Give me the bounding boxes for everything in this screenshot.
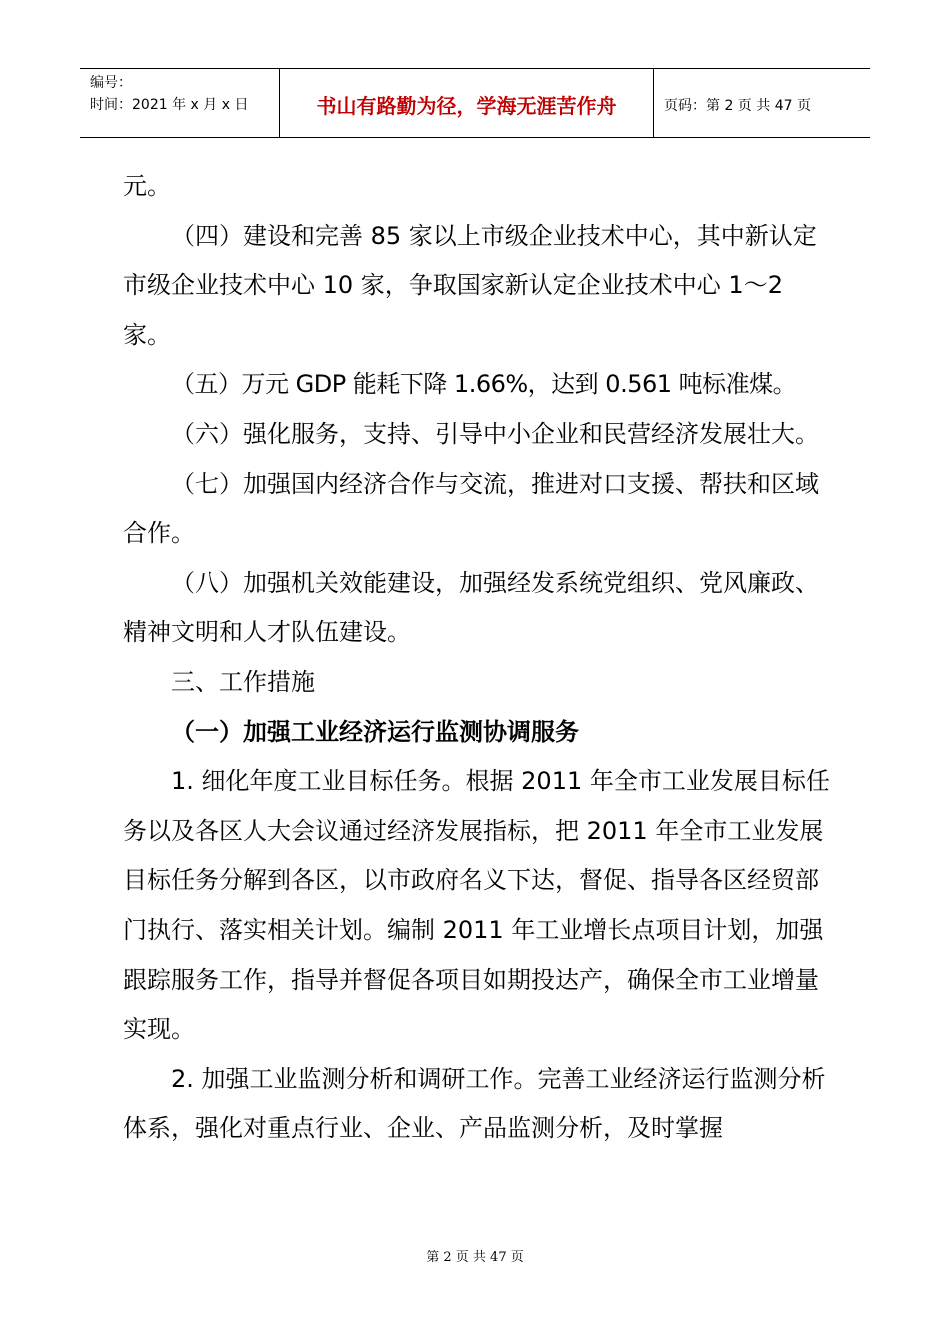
number-label: 编号： <box>90 75 132 91</box>
page-footer: 第 2 页 共 47 页 <box>426 1250 524 1265</box>
paragraph: 1. 细化年度工业目标任务。根据 2011 年全市工业发展目标任务以及各区人大会议通过经济发展指标，把 2011 年全市工业发展目标任务分解到各区，以市政府名义下达，督促、指导各区经贸部门执行、落实相关计划。编制 2011 年工业增长点项目计划，加强跟踪服务工作，指导并督促各项目如期投达产，确保全市工业增量实现。 <box>123 767 830 1044</box>
paragraph: （六）强化服务，支持、引导中小企业和民营经济发展壮大。 <box>171 419 819 448</box>
subsection-heading: （一）加强工业经济运行监测协调服务 <box>171 717 579 746</box>
header-motto: 书山有路勤为径，学海无涯苦作舟 <box>280 69 654 137</box>
paragraph: 2. 加强工业监测分析和调研工作。完善工业经济运行监测分析体系，强化对重点行业、企业、产品监测分析，及时掌握 <box>123 1064 826 1143</box>
paragraph: （八）加强机关效能建设，加强经发系统党组织、党风廉政、精神文明和人才队伍建设。 <box>123 568 819 647</box>
document-body <box>123 162 833 1154</box>
paragraph: 元。 <box>123 172 171 200</box>
paragraph: （七）加强国内经济合作与交流，推进对口支援、帮扶和区域合作。 <box>123 469 819 548</box>
paragraph: （四）建设和完善 85 家以上市级企业技术中心，其中新认定市级企业技术中心 10 家，争取国家新认定企业技术中心 1～2 家。 <box>123 221 817 349</box>
time-label: 时间：2021 年 x 月 x 日 <box>90 97 249 113</box>
section-heading: 三、工作措施 <box>171 667 315 696</box>
header-meta <box>80 69 280 137</box>
page-header <box>80 68 870 138</box>
header-page-info: 页码：第 2 页 共 47 页 <box>664 98 811 114</box>
paragraph: （五）万元 GDP 能耗下降 1.66%，达到 0.561 吨标准煤。 <box>171 370 797 399</box>
